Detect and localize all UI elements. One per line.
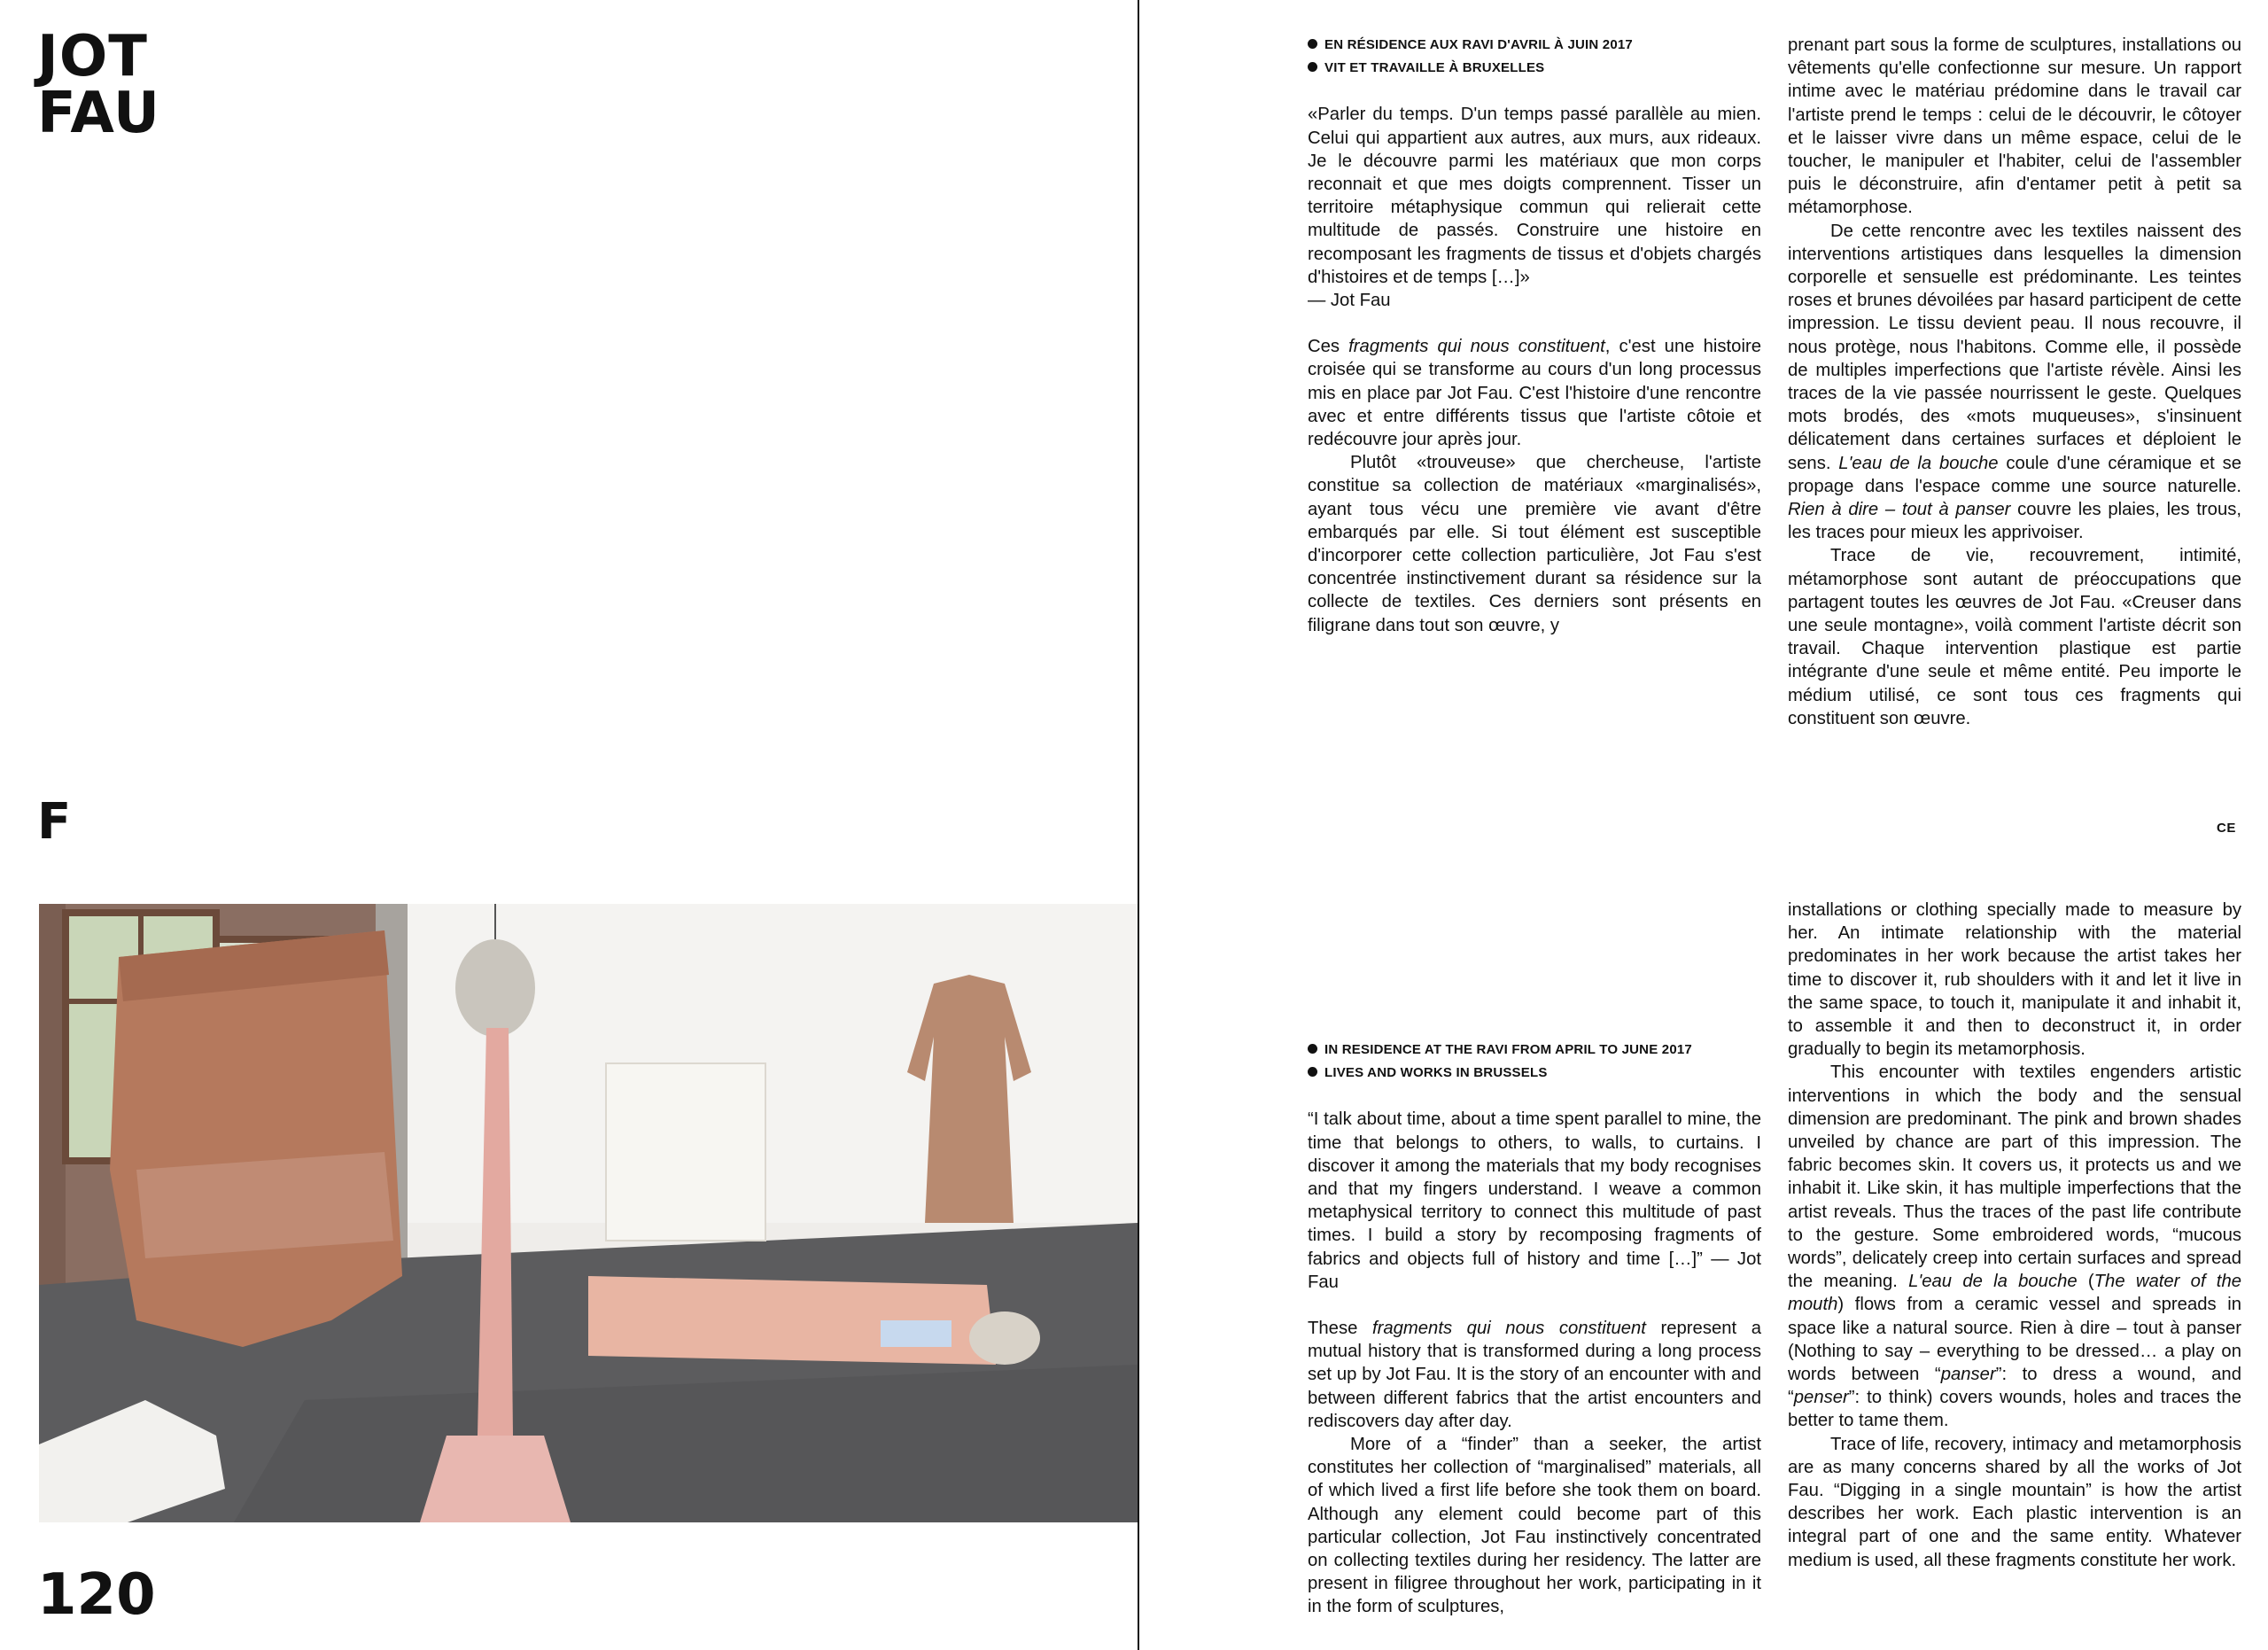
en-bullet-lives: LIVES AND WORKS IN BRUSSELS <box>1308 1062 1761 1085</box>
en-column-1 <box>1308 1039 1761 1619</box>
en-paragraph-1: These fragments qui nous constituent represent a mutual history that is transformed during a long process set up by Jot Fau. It is the story of an encounter with and between different fabrics that the artist encounters and rediscovers day after day. <box>1308 1319 1761 1431</box>
fr-column-2 <box>1788 34 2241 730</box>
page-number: 120 <box>37 1562 156 1628</box>
fr-bullet-lives: VIT ET TRAVAILLE À BRUXELLES <box>1308 57 1761 80</box>
fr-quote: «Parler du temps. D'un temps passé parallèle au mien. Celui qui appartient aux autres, aux murs, aux rideaux. Je le découvre parmi les matériaux que mon corps reconnait et que mes doigts comprennent. Tisser un territoire métaphysique commun qui relierait cette multitude de passés. Construire une histoire en recomposant les fragments de tissus et d'objets chargés d'histoires et de temps […]» — Jot Fau <box>1308 103 1761 312</box>
exhibition-photo <box>39 904 1138 1522</box>
en-paragraph-2: More of a “finder” than a seeker, the artist constitutes her collection of “marginalised” materials, all of which lived a first life before she took them on board. Although any element could become part of this particular collection, Jot Fau instinctively concentrated on collecting textiles during her residency. The latter are present in filigree throughout her work, participating in it in the form of sculptures, <box>1308 1435 1761 1617</box>
en-paragraph-3: This encounter with textiles engenders artistic interventions in which the body and the sensual dimension are predominant. The pink and brown shades unveiled by chance are part of this impression. The fabric becomes skin. It covers us, it protects us and we inhabit it. Like skin, it has multiple imperfections that the artist reveals. Thus the traces of the past life contribute to the gesture. Some embroidered words, “mucous words”, delicately creep into certain surfaces and spread the meaning. L'eau de la bouche (The water of the mouth) flows from a ceramic vessel and spreads in space like a natural source. Rien à dire – tout à panser (Nothing to say – everything to be dressed… a play on words between “panser”: to dress a wound, and “penser”: to think) covers wounds, holes and traces the better to tame them. <box>1788 1062 2241 1431</box>
page-spine <box>1138 0 1139 1650</box>
fr-column-1 <box>1308 34 1761 637</box>
fr-paragraph-2: Plutôt «trouveuse» que chercheuse, l'artiste constitue sa collection de matériaux «marginalisés», ayant tous vécu une première vie avant d'être embarqués par elle. Si tout élément est susceptible d'incorporer cette collection particulière, Jot Fau s'est concentrée instinctivement durant sa résidence sur la collecte de textiles. Ces derniers sont présents en filigrane dans tout son œuvre, y <box>1308 453 1761 635</box>
fr-paragraph-3: De cette rencontre avec les textiles naissent des interventions artistiques dans lesquelles la dimension corporelle et sensuelle est prédominante. Les teintes roses et brunes dévoilées par hasard participent de cette impression. Le tissu devient peau. Il nous recouvre, il nous protège, nous l'habitons. Comme elle, il possède de multiples imperfections que l'artiste révèle. Ainsi les traces de la vie passée nourrissent le geste. Quelques mots brodés, des «mots muqueuses», s'insinuent délicatement dans certaines surfaces et déploient le sens. L'eau de la bouche coule d'une céramique et se propage dans l'espace comme une source naturelle. Rien à dire – tout à panser couvre les plaies, les trous, les traces pour mieux les apprivoiser. <box>1788 221 2241 543</box>
en-quote: “I talk about time, about a time spent parallel to mine, the time that belongs to others, to walls, to curtains. I discover it among the materials that my body recognises and that my fingers understand. I weave a common metaphysical territory to connect this multitude of past times. I build a story by recomposing fragments of fabrics and objects full of history and time […]” — Jot Fau <box>1308 1109 1761 1292</box>
fr-paragraph-1: Ces fragments qui nous constituent, c'est une histoire croisée qui se transforme au cours d'un long processus mis en place par Jot Fau. C'est l'histoire d'une rencontre avec et entre différents tissus que l'artiste côtoie et redécouvre jour après jour. <box>1308 337 1761 450</box>
fr-paragraph-2-continued: prenant part sous la forme de sculptures, installations ou vêtements qu'elle confectionne sur mesure. Un rapport intime avec le matériau prédomine dans le travail car l'artiste prend le temps : celui de le découvrir, le côtoyer et le laisser vivre dans un même espace, celui de le toucher, le manipuler et l'habiter, celui de l'assembler puis le déconstruire, afin d'entamer petit à petit sa métamorphose. <box>1788 35 2241 218</box>
exhibition-photo-illustration <box>39 904 1138 1522</box>
artist-name-line1: JOT <box>37 24 148 90</box>
en-meta-bullets <box>1308 1039 1761 1085</box>
fr-quote-author: — Jot Fau <box>1308 291 1391 311</box>
en-paragraph-2-continued: installations or clothing specially made to measure by her. An intimate relationship with the material predominates in her work because the artist takes her time to discover it, rub shoulders with it and let it live in the same space, to touch it, manipulate it and inhabit it, to assemble it and then to deconstruct it, in order gradually to begin its metamorphosis. <box>1788 900 2241 1060</box>
artist-name-line2: FAU <box>37 81 160 146</box>
en-paragraph-4: Trace of life, recovery, intimacy and metamorphosis are as many concerns shared by all the works of Jot Fau. “Digging in a single mountain” is how the artist describes her work. Each plastic intervention is an integral part of one and the same entity. Whatever medium is used, all these fragments constitute her work. <box>1788 1434 2241 1570</box>
author-initials: CE <box>2217 821 2236 836</box>
section-letter: F <box>37 793 72 851</box>
artist-name <box>37 24 160 146</box>
en-bullet-residence: IN RESIDENCE AT THE RAVI FROM APRIL TO JUNE 2017 <box>1308 1039 1761 1062</box>
fr-paragraph-4: Trace de vie, recouvrement, intimité, métamorphose sont autant de préoccupations que partagent toutes les œuvres de Jot Fau. «Creuser dans une seule montagne», voilà comment l'artiste décrit son travail. Chaque intervention plastique est partie intégrante d'une seule et même entité. Peu importe le médium utilisé, ce sont tous ces fragments qui constituent son œuvre. <box>1788 546 2241 728</box>
fr-bullet-residence: EN RÉSIDENCE AUX RAVI D'AVRIL À JUIN 2017 <box>1308 34 1761 57</box>
fr-meta-bullets <box>1308 34 1761 80</box>
en-column-2 <box>1788 899 2241 1572</box>
